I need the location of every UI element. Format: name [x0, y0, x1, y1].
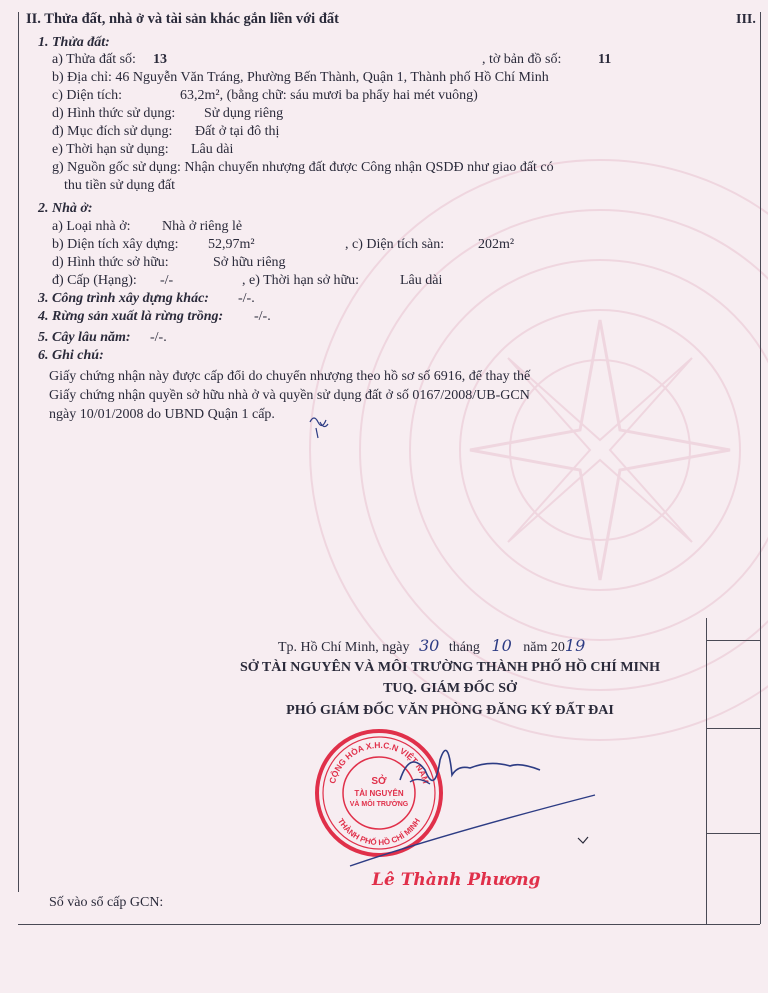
initials-mark — [306, 410, 346, 440]
house-type-value: Nhà ở riêng lẻ — [162, 219, 243, 234]
origin-line-2: thu tiền sử dụng đất — [64, 178, 176, 193]
floor-area-label: , c) Diện tích sàn: — [345, 237, 445, 252]
floor-area-value: 202m² — [478, 237, 515, 252]
own-term-label: , e) Thời hạn sở hữu: — [242, 273, 360, 288]
notes-line-2: Giấy chứng nhận quyền sở hữu nhà ở và quyền sử dụng đất ở số 0167/2008/UB-GCN — [49, 388, 530, 403]
land-heading: 1. Thửa đất: — [38, 35, 110, 50]
issuing-authority: SỞ TÀI NGUYÊN VÀ MÔI TRƯỜNG THÀNH PHỐ HỒ CHÍ MINH — [239, 660, 661, 675]
seal-bottom-text: THÀNH PHỐ HỒ CHÍ MINH — [335, 816, 423, 848]
usage-form-label: d) Hình thức sử dụng: — [52, 106, 176, 121]
seal-center-line-1: SỞ — [371, 776, 387, 787]
notes-heading: 6. Ghi chú: — [38, 348, 104, 363]
trees-value: -/-. — [150, 330, 167, 345]
map-sheet-label: , tờ bản đồ số: — [482, 52, 562, 67]
purpose-value: Đất ở tại đô thị — [195, 124, 280, 139]
date-day: 30 — [418, 636, 440, 655]
signer-position: PHÓ GIÁM ĐỐC VĂN PHÒNG ĐĂNG KÝ ĐẤT ĐAI — [286, 703, 614, 718]
right-margin-line — [760, 12, 761, 924]
seal-center-line-3: VÀ MÔI TRƯỜNG — [349, 801, 409, 808]
build-area-label: b) Diện tích xây dựng: — [52, 237, 179, 252]
construction-label: 3. Công trình xây dựng khác: — [38, 291, 209, 306]
parcel-number: 13 — [153, 52, 167, 67]
register-number-label: Số vào sổ cấp GCN: — [49, 895, 164, 910]
grade-value: -/- — [160, 273, 174, 288]
signer-name: Lê Thành Phương — [372, 870, 541, 890]
month-label: tháng — [448, 640, 480, 655]
house-type-label: a) Loại nhà ở: — [52, 219, 131, 234]
notes-line-3: ngày 10/01/2008 do UBND Quận 1 cấp. — [49, 407, 275, 422]
place-date-prefix: Tp. Hồ Chí Minh, ngày — [278, 640, 410, 655]
area-value: 63,2m², (bằng chữ: sáu mươi ba phẩy hai mét vuông) — [180, 88, 478, 103]
year-label: năm 20 — [523, 640, 565, 655]
build-area-value: 52,97m² — [208, 237, 255, 252]
date-line — [278, 637, 585, 656]
inner-rule-1 — [706, 640, 760, 641]
construction-value: -/-. — [238, 291, 255, 306]
seal-center-line-2: TÀI NGUYÊN — [354, 789, 404, 798]
handwritten-signature — [340, 740, 610, 880]
stray-mark — [576, 834, 590, 846]
date-year-suffix: 19 — [564, 636, 586, 655]
grade-label: đ) Cấp (Hạng): — [52, 273, 137, 288]
ownership-label: d) Hình thức sở hữu: — [52, 255, 169, 270]
map-sheet-number: 11 — [598, 52, 612, 67]
notes-line-1: Giấy chứng nhận này được cấp đổi do chuyển nhượng theo hồ sơ số 6916, để thay thế — [49, 369, 531, 384]
date-month: 10 — [491, 636, 512, 655]
land-address: b) Địa chỉ: 46 Nguyễn Văn Tráng, Phường Bến Thành, Quận 1, Thành phố Hồ Chí Minh — [52, 70, 549, 85]
origin-line-1: g) Nguồn gốc sử dụng: Nhận chuyển nhượng đất được Công nhận QSDĐ như giao đất có — [52, 160, 554, 175]
section-title: II. Thửa đất, nhà ở và tài sản khác gắn liền với đất — [26, 11, 339, 27]
left-margin-line — [18, 12, 19, 892]
next-section-marker: III. — [736, 12, 756, 27]
parcel-label: a) Thửa đất số: — [52, 52, 136, 67]
usage-form-value: Sử dụng riêng — [204, 106, 284, 121]
seal-top-text: CỘNG HÒA X.H.C.N VIỆT NAM — [327, 739, 431, 785]
own-term-value: Lâu dài — [400, 273, 443, 288]
inner-rule-3 — [706, 833, 760, 834]
term-value: Lâu dài — [191, 142, 234, 157]
house-heading: 2. Nhà ở: — [38, 201, 93, 216]
area-label: c) Diện tích: — [52, 88, 122, 103]
forest-label: 4. Rừng sản xuất là rừng trồng: — [38, 309, 224, 324]
forest-value: -/-. — [254, 309, 271, 324]
ownership-value: Sở hữu riêng — [213, 255, 286, 270]
purpose-label: đ) Mục đích sử dụng: — [52, 124, 173, 139]
on-behalf-title: TUQ. GIÁM ĐỐC SỞ — [383, 681, 517, 696]
inner-rule-2 — [706, 728, 760, 729]
bottom-rule — [18, 924, 760, 925]
term-label: e) Thời hạn sử dụng: — [52, 142, 169, 157]
trees-label: 5. Cây lâu năm: — [38, 330, 131, 345]
